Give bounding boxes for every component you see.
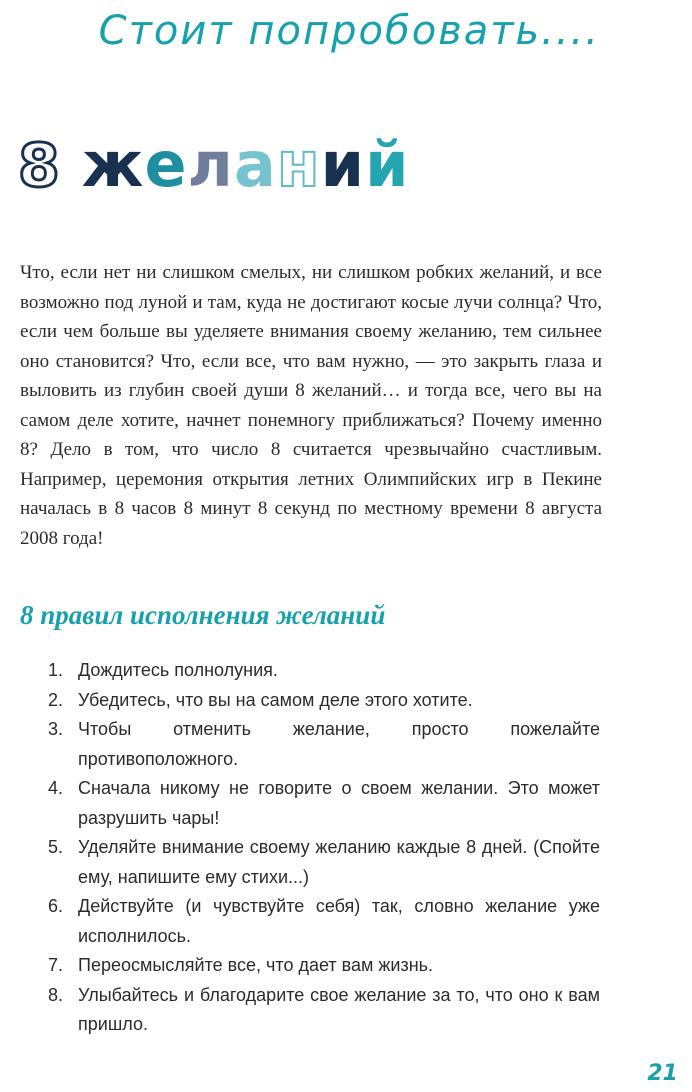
rule-text: Действуйте (и чувствуйте себя) так, словно желание уже исполнилось. [78,896,600,946]
rule-text: Переосмысляйте все, что дает вам жизнь. [78,955,434,975]
rule-number: 3. [48,719,64,739]
rule-number: 8. [48,984,64,1005]
rules-list [48,656,600,1040]
intro-paragraph: Что, если нет ни слишком смелых, ни слишком робких желаний, и все возможно под луной и там, куда не достигают косые лучи солнца? Что, если чем больше вы уделяете внимания своему желанию, тем сильнее оно становится? Что, если все, что вам нужно, — это закрыть глаза и выловить из глубин своей души 8 желаний… и тогда все, чего вы на самом деле хотите, начнет понемногу приближаться? Почему именно 8? Дело в том, что число 8 считается чрезвычайно счастливым. Например, церемония открытия летних Олимпийских игр в Пекине началась в 8 часов 8 минут 8 секунд по местному времени 8 августа 2008 года! [20,262,602,549]
title-word [81,128,410,201]
rule-number: 2. [48,689,64,710]
rules-heading: 8 правил исполнения желаний [20,600,386,630]
rule-item [48,686,600,716]
rule-text: Дождитесь полнолуния. [78,660,278,680]
rule-number: 4. [48,778,64,798]
rule-text: Убедитесь, что вы на самом деле этого хотите. [78,689,473,710]
rule-number: 6. [48,896,64,916]
rule-item [48,774,600,833]
title-letter: н [276,128,321,201]
rule-item [48,715,600,774]
page-title [18,130,410,201]
page-number: 21 [647,1061,678,1086]
section-header: Стоит попробовать.... [98,8,600,54]
rule-number: 7. [48,955,64,975]
rule-text: Уделяйте внимание своему желанию каждые 8 дней. (Спойте ему, напишите ему стихи...) [78,837,600,887]
title-letter: й [365,128,410,201]
rule-text: Улыбайтесь и благодарите свое желание за то, что оно к вам пришло. [78,984,600,1034]
title-letter: е [144,128,188,201]
title-number: 8 [18,131,60,201]
rule-item [48,656,600,686]
rule-number: 1. [48,660,64,680]
title-letter: а [233,128,277,201]
rule-item [48,833,600,892]
rule-text: Сначала никому не говорите о своем желании. Это может разрушить чары! [78,778,600,828]
rule-text: Чтобы отменить желание, просто пожелайте противоположного. [78,719,600,769]
title-letter: л [187,128,234,201]
title-letter: ж [81,128,145,201]
rule-number: 5. [48,837,64,857]
rule-item [48,981,600,1040]
rule-item [48,951,600,981]
title-letter: и [320,128,366,201]
rule-item [48,892,600,951]
